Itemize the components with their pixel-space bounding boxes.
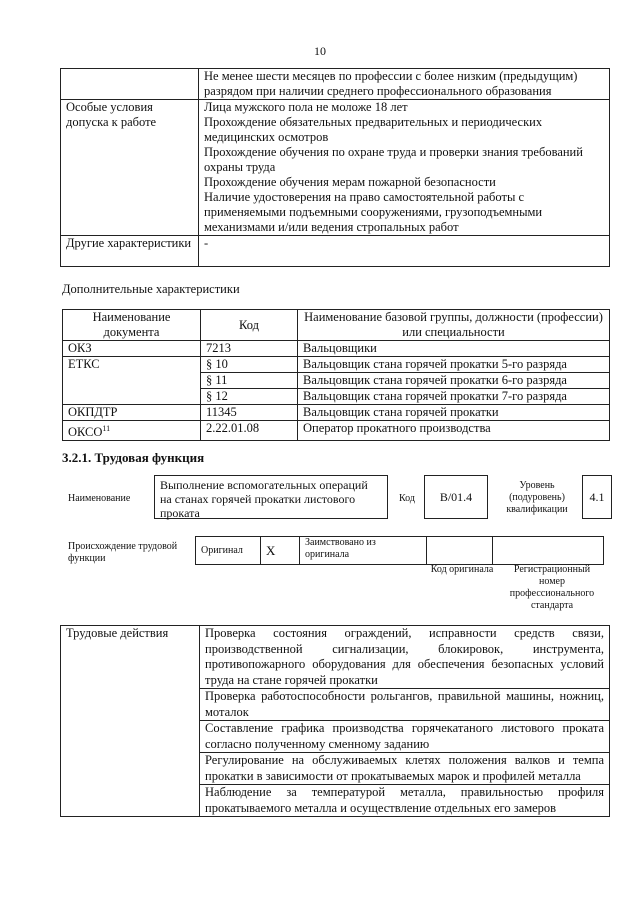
conditions-row0-label: [61, 69, 199, 100]
origin-table: [195, 536, 604, 565]
additional-heading: Дополнительные характеристики: [62, 282, 240, 296]
name-cell: Вальцовщик стана горячей прокатки 5-го разряда: [298, 357, 610, 373]
actions-table: [60, 625, 610, 817]
function-name-label: Наименование: [68, 493, 131, 504]
condition-item: Прохождение обязательных предварительных и периодических медицинских осмотров: [204, 115, 543, 144]
condition-item: Лица мужского пола не моложе 18 лет: [204, 100, 408, 114]
function-name-value: Выполнение вспомогательных операций на станах горячей прокатки листового проката: [154, 475, 388, 519]
code-cell: 2.22.01.08: [201, 421, 298, 441]
origin-code-cell: [427, 537, 493, 565]
condition-item: Прохождение обучения по охране труда и проверки знания требований охраны труда: [204, 145, 583, 174]
header-name: Наименование базовой группы, должности (профессии) или специальности: [298, 310, 610, 341]
additional-table: [62, 309, 610, 441]
footnote-ref: 11: [102, 424, 111, 433]
conditions-table: [60, 68, 610, 267]
condition-item: Прохождение обучения мерам пожарной безопасности: [204, 175, 496, 189]
other-characteristics-label: Другие характеристики: [61, 236, 199, 267]
action-item: Наблюдение за температурой металла, правильностью профиля прокатываемого металла и осуществление отдельных его замеров: [200, 785, 610, 817]
function-code-label: Код: [399, 493, 415, 504]
original-label: Оригинал: [201, 544, 243, 556]
origin-reg-cell: [493, 537, 604, 565]
borrowed-label: Заимствовано из оригинала: [300, 537, 427, 565]
doc-cell: ОКЗ: [63, 341, 201, 357]
code-cell: 7213: [201, 341, 298, 357]
doc-cell: ОКПДТР: [63, 405, 201, 421]
conditions-row0-text: Не менее шести месяцев по профессии с более низким (предыдущим) разрядом при наличии среднего профессионального образования: [199, 69, 610, 100]
doc-cell: [63, 421, 201, 441]
name-cell: Вальцовщики: [298, 341, 610, 357]
name-cell: Вальцовщик стана горячей прокатки: [298, 405, 610, 421]
origin-code-caption: Код оригинала: [430, 564, 494, 575]
name-cell: Вальцовщик стана горячей прокатки 6-го разряда: [298, 373, 610, 389]
action-item: Проверка работоспособности рольгангов, правильной машины, ножниц, моталок: [200, 689, 610, 721]
page-number: 10: [314, 44, 326, 58]
actions-label: Трудовые действия: [61, 626, 200, 817]
origin-reg-caption: Регистрационный номер профессионального стандарта: [509, 564, 595, 611]
original-label-cell: [196, 537, 261, 565]
function-code-value: В/01.4: [424, 475, 488, 519]
special-conditions-list: [199, 100, 610, 236]
code-cell: § 12: [201, 389, 298, 405]
condition-item: Наличие удостоверения на право самостоятельной работы с применяемыми подъемными сооружениями, грузоподъемными механизмами и/или ведения стропальных работ: [204, 190, 543, 234]
doc-cell: ЕТКС: [63, 357, 201, 405]
action-item: Составление графика производства горячекатаного листового проката согласно полученному сменному заданию: [200, 721, 610, 753]
name-cell: Оператор прокатного производства: [298, 421, 610, 441]
code-cell: 11345: [201, 405, 298, 421]
code-cell: § 10: [201, 357, 298, 373]
name-cell: Вальцовщик стана горячей прокатки 7-го разряда: [298, 389, 610, 405]
original-mark: Х: [261, 537, 300, 565]
level-label: Уровень (подуровень) квалификации: [506, 480, 568, 515]
header-doc: Наименование документа: [63, 310, 201, 341]
special-conditions-label: Особые условия допуска к работе: [61, 100, 199, 236]
function-heading: 3.2.1. Трудовая функция: [62, 450, 205, 465]
action-item: Проверка состояния ограждений, исправности средств связи, производственной сигнализации, блокировок, инструмента, противопожарного оборудования для обеспечения безопасных условий труда на стане горячей прокатки: [200, 626, 610, 689]
code-cell: § 11: [201, 373, 298, 389]
doc-label: ОКСО: [68, 425, 103, 440]
level-value: 4.1: [582, 475, 612, 519]
origin-label: Происхождение трудовой функции: [68, 541, 178, 564]
header-code: Код: [201, 310, 298, 341]
other-characteristics-value: -: [199, 236, 610, 267]
action-item: Регулирование на обслуживаемых клетях положения валков и темпа прокатки в зависимости от прокатываемых марок и профилей металла: [200, 753, 610, 785]
